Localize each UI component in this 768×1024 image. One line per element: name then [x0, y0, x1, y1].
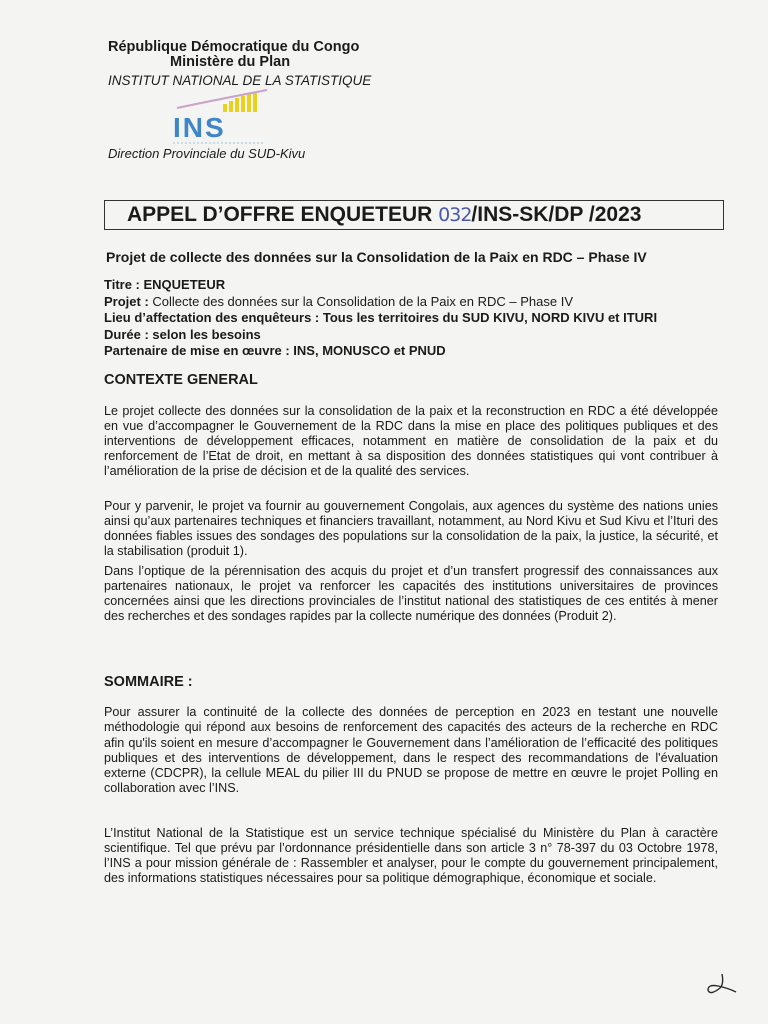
title-prefix: APPEL D’OFFRE ENQUETEUR [127, 203, 439, 226]
meta-projet-label: Projet : [104, 293, 149, 309]
summary-heading: SOMMAIRE : [104, 674, 193, 690]
summary-paragraph-1: Pour assurer la continuité de la collecte des données de perception en 2023 en testant une nouvelle méthodologie qui répond aux besoins de renforcement des capacités des acteurs de la recherche en RDC afin qu'ils soient en mesure d’accompagner le Gouvernement dans l’amélioration de l’efficacité des politiques publiques et des interventions de développement, dans le respect des recommandations de l'évaluation externe (CDCPR), la cellule MEAL du pilier III du PNUD se propose de mettre en œuvre le projet Polling en collaboration avec l’INS. [104, 705, 718, 796]
ministry-name: Ministère du Plan [170, 54, 291, 70]
context-paragraph-2: Pour y parvenir, le projet va fournir au gouvernement Congolais, aux agences du système des nations unies ainsi qu’aux partenaires techniques et financiers travaillant, notamment, au Nord Kivu et Sud Kivu et l’Ituri des données fiables issues des sondages des populations sur la consolidation de la paix, la justice, la sécurité, et la stabilisation (produit 1). [104, 499, 718, 558]
project-meta [104, 277, 657, 360]
ins-logo [165, 86, 275, 146]
institute-name: INSTITUT NATIONAL DE LA STATISTIQUE [108, 73, 372, 88]
logo-text: INS [173, 112, 226, 143]
provincial-direction: Direction Provinciale du SUD-Kivu [108, 146, 306, 161]
project-subtitle: Projet de collecte des données sur la Consolidation de la Paix en RDC – Phase IV [106, 249, 647, 265]
meta-titre: Titre : ENQUETEUR [104, 277, 226, 292]
meta-projet [104, 294, 657, 311]
context-paragraph-1: Le projet collecte des données sur la consolidation de la paix et la reconstruction en RDC a été développée en vue d’accompagner le Gouvernement de la RDC dans la mise en place des politiques publiques et des interventions de développement efficaces, notamment en matière de consolidation de la paix et du renforcement de l’Etat de droit, en mettant à sa disposition des données statistiques qui vont contribuer à l’amélioration de la prise de décision et de la qualité des services. [104, 404, 718, 478]
meta-partenaire: Partenaire de mise en œuvre : INS, MONUSCO et PNUD [104, 343, 446, 358]
title-box [104, 200, 724, 230]
context-paragraph-3: Dans l’optique de la pérennisation des acquis du projet et d’un transfert progressif des connaissances aux partenaires nationaux, le projet va renforcer les capacités des institutions universitaires de provinces concernées ainsi que les directions provinciales de l’institut national des statistiques de ces entités à mener des recherches et des sondages rapides par la collecte numérique des données (Produit 2). [104, 564, 718, 623]
initials-signature [700, 970, 740, 1002]
document-title [127, 203, 641, 227]
handwritten-number: 032 [438, 204, 472, 226]
title-suffix: /INS-SK/DP /2023 [471, 203, 642, 226]
meta-lieu: Lieu d’affectation des enquêteurs : Tous les territoires du SUD KIVU, NORD KIVU et ITURI [104, 310, 658, 325]
meta-duree: Durée : selon les besoins [104, 326, 261, 342]
summary-paragraph-2: L’Institut National de la Statistique est un service technique spécialisé du Ministère du Plan à caractère scientifique. Tel que prévu par l’ordonnance présidentielle dans son article 3 n° 78-397 du 03 Octobre 1978, l’INS a pour mission générale de : Rassembler et analyser, pour le compte du gouvernement principalement, des informations statistiques nécessaires pour sa politique démographique, économique et sociale. [104, 826, 718, 885]
context-heading: CONTEXTE GENERAL [104, 372, 258, 388]
meta-projet-value: Collecte des données sur la Consolidation de la Paix en RDC – Phase IV [148, 293, 573, 309]
country-name: République Démocratique du Congo [108, 39, 360, 55]
